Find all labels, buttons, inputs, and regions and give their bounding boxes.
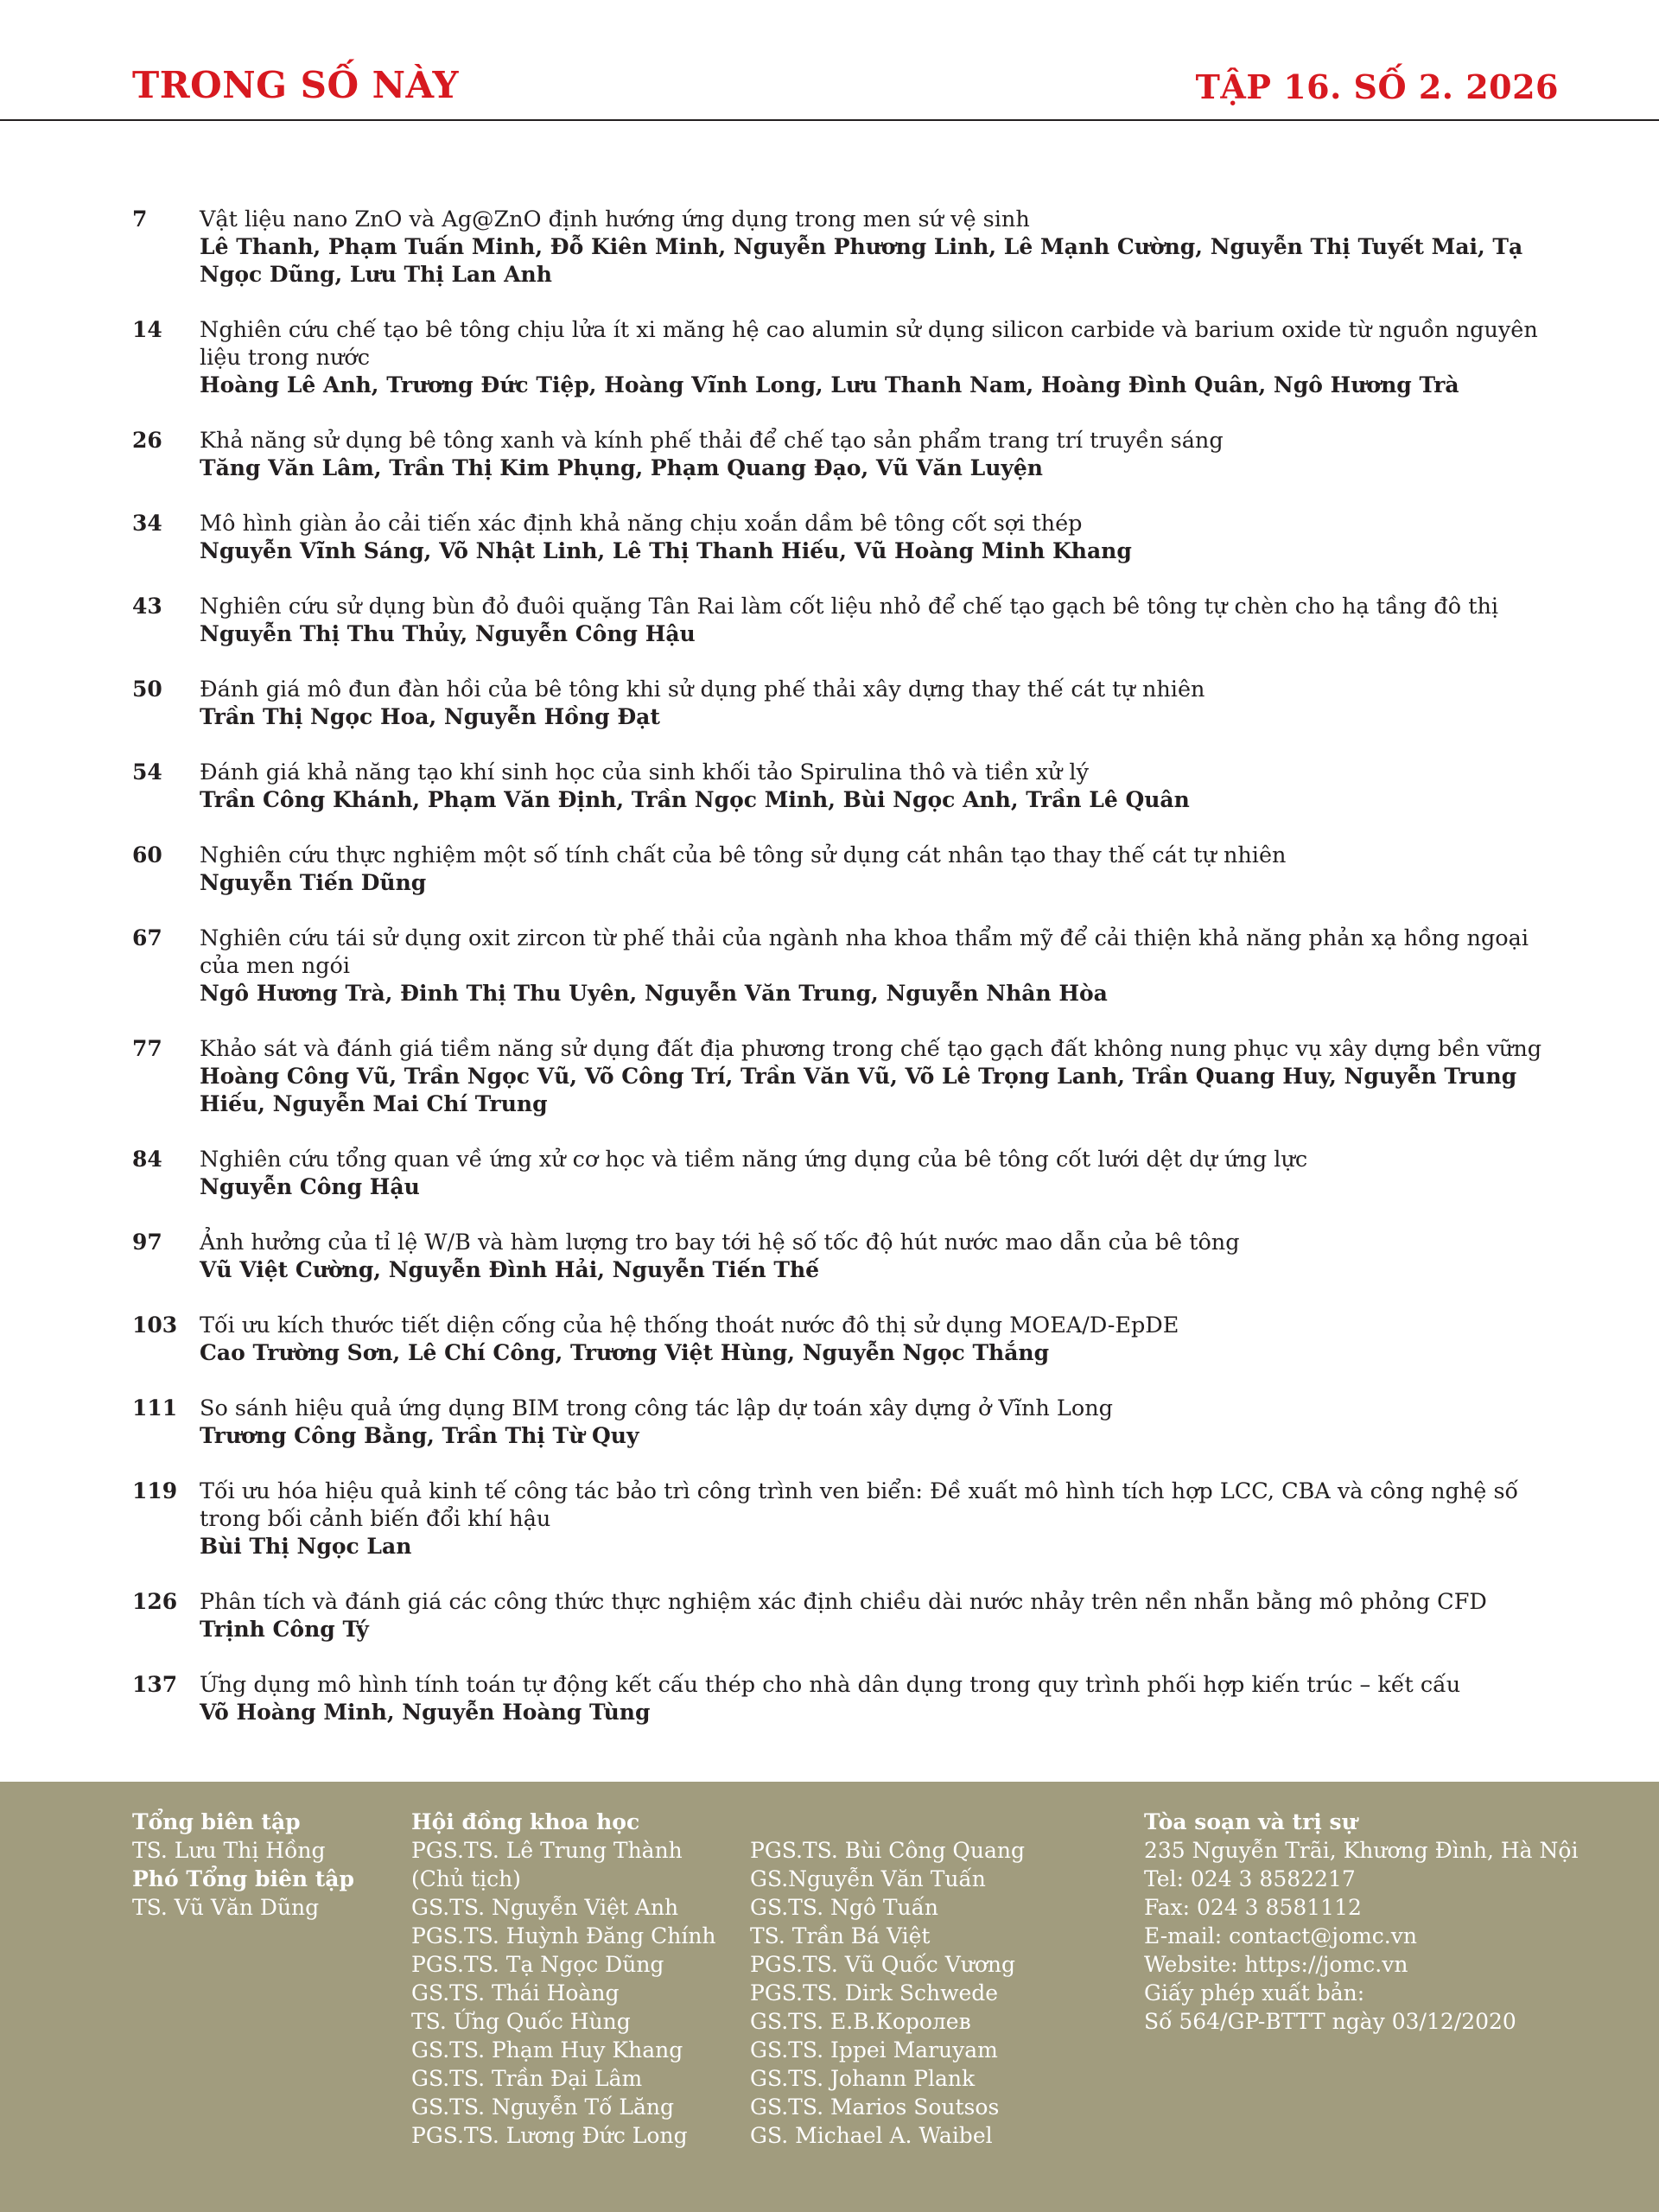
toc-entry[interactable] bbox=[132, 1478, 1560, 1560]
toc-article-authors: Võ Hoàng Minh, Nguyễn Hoàng Tùng bbox=[200, 1700, 651, 1725]
office-line: Website: https://jomc.vn bbox=[1144, 1952, 1408, 1977]
toc-page-number: 84 bbox=[132, 1147, 162, 1172]
council-column-1 bbox=[411, 1808, 716, 2150]
toc-article-authors: Hoàng Công Vũ, Trần Ngọc Vũ, Võ Công Trí, Trần Văn Vũ, Võ Lê Trọng Lanh, Trần Quang Huy, Nguyễn Trung Hiếu, Nguyễn Mai Chí Trung bbox=[200, 1064, 1517, 1116]
office-lines bbox=[1144, 1836, 1578, 2036]
council-list-1 bbox=[411, 1836, 716, 2150]
toc-entry[interactable] bbox=[132, 206, 1560, 289]
toc-article-title: Đánh giá mô đun đàn hồi của bê tông khi sử dụng phế thải xây dựng thay thế cát tự nhiên bbox=[200, 677, 1205, 702]
toc-article-title: Nghiên cứu sử dụng bùn đỏ đuôi quặng Tân Rai làm cốt liệu nhỏ để chế tạo gạch bê tông tự chèn cho hạ tầng đô thị bbox=[200, 594, 1499, 620]
deputy-editor-label: Phó Tổng biên tập bbox=[132, 1866, 354, 1891]
toc-entry[interactable] bbox=[132, 1395, 1560, 1450]
council-spacer bbox=[750, 1808, 1025, 1836]
toc-entry[interactable] bbox=[132, 510, 1560, 565]
toc-article-title: Khả năng sử dụng bê tông xanh và kính phế thải để chế tạo sản phẩm trang trí truyền sáng bbox=[200, 428, 1224, 454]
council-member: PGS.TS. Vũ Quốc Vương bbox=[750, 1952, 1016, 1977]
toc-article-authors: Hoàng Lê Anh, Trương Đức Tiệp, Hoàng Vĩnh Long, Lưu Thanh Nam, Hoàng Đình Quân, Ngô Hương Trà bbox=[200, 372, 1459, 397]
council-member: GS.TS. Johann Plank bbox=[750, 2066, 976, 2091]
toc-entry[interactable] bbox=[132, 1312, 1560, 1367]
council-member: GS.TS. Phạm Huy Khang bbox=[411, 2037, 683, 2063]
section-title: TRONG SỐ NÀY bbox=[132, 64, 460, 106]
toc-entry[interactable] bbox=[132, 842, 1560, 897]
toc-page-number: 67 bbox=[132, 925, 162, 950]
council-member: GS.TS. Ippei Maruyam bbox=[750, 2037, 998, 2063]
toc-article-authors: Tăng Văn Lâm, Trần Thị Kim Phụng, Phạm Quang Đạo, Vũ Văn Luyện bbox=[200, 455, 1043, 480]
masthead-footer bbox=[0, 1782, 1659, 2212]
office-line: Fax: 024 3 8581112 bbox=[1144, 1895, 1362, 1920]
toc-article-title: Vật liệu nano ZnO và Ag@ZnO định hướng ứng dụng trong men sứ vệ sinh bbox=[200, 207, 1030, 232]
council-member: GS.TS. Trần Đại Lâm bbox=[411, 2066, 643, 2091]
council-member: GS.TS. E.B.Королев bbox=[750, 2009, 971, 2034]
council-member: GS.Nguyễn Văn Tuấn bbox=[750, 1866, 986, 1891]
council-member: GS.TS. Nguyễn Việt Anh bbox=[411, 1895, 679, 1920]
council-member: GS.TS. Ngô Tuấn bbox=[750, 1895, 939, 1920]
toc-article-authors: Trương Công Bằng, Trần Thị Từ Quy bbox=[200, 1423, 639, 1448]
council-member: PGS.TS. Lê Trung Thành bbox=[411, 1838, 683, 1863]
toc-page-number: 34 bbox=[132, 511, 162, 536]
office-line: Giấy phép xuất bản: bbox=[1144, 1980, 1365, 2005]
council-member: PGS.TS. Huỳnh Đăng Chính bbox=[411, 1923, 716, 1948]
council-member: TS. Trần Bá Việt bbox=[750, 1923, 931, 1948]
toc-entry[interactable] bbox=[132, 1588, 1560, 1643]
office-line: 235 Nguyễn Trãi, Khương Đình, Hà Nội bbox=[1144, 1838, 1579, 1863]
issue-label: TẬP 16. SỐ 2. 2026 bbox=[1195, 67, 1559, 106]
council-member: GS. Michael A. Waibel bbox=[750, 2123, 993, 2148]
toc-article-title: Phân tích và đánh giá các công thức thực nghiệm xác định chiều dài nước nhảy trên nền nhẵn bằng mô phỏng CFD bbox=[200, 1589, 1487, 1615]
toc-entry[interactable] bbox=[132, 593, 1560, 648]
office-column bbox=[1144, 1808, 1578, 2036]
council-column-2 bbox=[750, 1808, 1025, 2150]
council-member: GS.TS. Nguyễn Tố Lăng bbox=[411, 2094, 675, 2120]
header-divider bbox=[0, 119, 1659, 121]
toc-page-number: 119 bbox=[132, 1478, 178, 1503]
toc-article-authors: Ngô Hương Trà, Đinh Thị Thu Uyên, Nguyễn Văn Trung, Nguyễn Nhân Hòa bbox=[200, 981, 1108, 1006]
toc-entry[interactable] bbox=[132, 316, 1560, 399]
toc-article-title: Ảnh hưởng của tỉ lệ W/B và hàm lượng tro bay tới hệ số tốc độ hút nước mao dẫn của bê tông bbox=[200, 1230, 1240, 1255]
toc-article-title: So sánh hiệu quả ứng dụng BIM trong công tác lập dự toán xây dựng ở Vĩnh Long bbox=[200, 1395, 1113, 1421]
council-list-2 bbox=[750, 1836, 1025, 2150]
chief-editor-name: TS. Lưu Thị Hồng bbox=[132, 1838, 326, 1863]
toc-page-number: 7 bbox=[132, 207, 148, 232]
toc-article-authors: Nguyễn Công Hậu bbox=[200, 1174, 420, 1199]
toc-article-authors: Nguyễn Vĩnh Sáng, Võ Nhật Linh, Lê Thị Thanh Hiếu, Vũ Hoàng Minh Khang bbox=[200, 538, 1132, 563]
toc-article-authors: Trần Công Khánh, Phạm Văn Định, Trần Ngọc Minh, Bùi Ngọc Anh, Trần Lê Quân bbox=[200, 787, 1190, 812]
toc-article-authors: Nguyễn Thị Thu Thủy, Nguyễn Công Hậu bbox=[200, 621, 696, 646]
toc-article-authors: Lê Thanh, Phạm Tuấn Minh, Đỗ Kiên Minh, Nguyễn Phương Linh, Lê Mạnh Cường, Nguyễn Thị Tuyết Mai, Tạ Ngọc Dũng, Lưu Thị Lan Anh bbox=[200, 234, 1523, 287]
council-member: PGS.TS. Tạ Ngọc Dũng bbox=[411, 1952, 664, 1977]
toc-article-authors: Trần Thị Ngọc Hoa, Nguyễn Hồng Đạt bbox=[200, 704, 660, 729]
page-header bbox=[0, 0, 1659, 121]
table-of-contents bbox=[132, 206, 1560, 1754]
toc-article-title: Khảo sát và đánh giá tiềm năng sử dụng đất địa phương trong chế tạo gạch đất không nung phục vụ xây dựng bền vững bbox=[200, 1036, 1542, 1062]
toc-article-title: Tối ưu kích thước tiết diện cống của hệ thống thoát nước đô thị sử dụng MOEA/D-EpDE bbox=[200, 1313, 1179, 1338]
toc-article-authors: Bùi Thị Ngọc Lan bbox=[200, 1534, 412, 1559]
toc-entry[interactable] bbox=[132, 1035, 1560, 1118]
toc-entry[interactable] bbox=[132, 427, 1560, 482]
toc-article-authors: Nguyễn Tiến Dũng bbox=[200, 870, 427, 895]
toc-entry[interactable] bbox=[132, 1146, 1560, 1201]
toc-article-authors: Trịnh Công Tý bbox=[200, 1617, 369, 1642]
chief-editor-label: Tổng biên tập bbox=[132, 1809, 301, 1834]
council-member: GS.TS. Thái Hoàng bbox=[411, 1980, 620, 2005]
toc-entry[interactable] bbox=[132, 676, 1560, 731]
deputy-editor-name: TS. Vũ Văn Dũng bbox=[132, 1895, 320, 1920]
toc-article-title: Nghiên cứu tổng quan về ứng xử cơ học và tiềm năng ứng dụng của bê tông cốt lưới dệt dự ứng lực bbox=[200, 1147, 1308, 1173]
toc-entry[interactable] bbox=[132, 1671, 1560, 1726]
toc-article-title: Ứng dụng mô hình tính toán tự động kết cấu thép cho nhà dân dụng trong quy trình phối hợp kiến trúc – kết cấu bbox=[200, 1672, 1461, 1698]
toc-page-number: 60 bbox=[132, 842, 162, 868]
council-member: GS.TS. Marios Soutsos bbox=[750, 2094, 1000, 2120]
toc-article-title: Đánh giá khả năng tạo khí sinh học của sinh khối tảo Spirulina thô và tiền xử lý bbox=[200, 760, 1089, 785]
toc-article-title: Mô hình giàn ảo cải tiến xác định khả năng chịu xoắn dầm bê tông cốt sợi thép bbox=[200, 511, 1083, 537]
council-label: Hội đồng khoa học bbox=[411, 1809, 640, 1834]
toc-page-number: 137 bbox=[132, 1672, 178, 1697]
toc-page-number: 103 bbox=[132, 1313, 178, 1338]
toc-page-number: 77 bbox=[132, 1036, 162, 1061]
office-line: Số 564/GP-BTTT ngày 03/12/2020 bbox=[1144, 2009, 1516, 2034]
toc-article-title: Nghiên cứu thực nghiệm một số tính chất của bê tông sử dụng cát nhân tạo thay thế cát tự nhiên bbox=[200, 842, 1287, 868]
office-line: E-mail: contact@jomc.vn bbox=[1144, 1923, 1417, 1948]
editor-column bbox=[132, 1808, 354, 1922]
toc-article-authors: Vũ Việt Cường, Nguyễn Đình Hải, Nguyễn Tiến Thế bbox=[200, 1257, 820, 1282]
office-line: Tel: 024 3 8582217 bbox=[1144, 1866, 1356, 1891]
toc-entry[interactable] bbox=[132, 925, 1560, 1007]
toc-page-number: 50 bbox=[132, 677, 162, 702]
council-member: PGS.TS. Bùi Công Quang bbox=[750, 1838, 1026, 1863]
council-member: TS. Ứng Quốc Hùng bbox=[411, 2009, 631, 2034]
toc-article-title: Nghiên cứu chế tạo bê tông chịu lửa ít xi măng hệ cao alumin sử dụng silicon carbide và barium oxide từ nguồn nguyên liệu trong nước bbox=[200, 317, 1538, 371]
toc-article-title: Nghiên cứu tái sử dụng oxit zircon từ phế thải của ngành nha khoa thẩm mỹ để cải thiện khả năng phản xạ hồng ngoại của men ngói bbox=[200, 925, 1529, 979]
toc-article-title: Tối ưu hóa hiệu quả kinh tế công tác bảo trì công trình ven biển: Đề xuất mô hình tích hợp LCC, CBA và công nghệ số trong bối cảnh biến đổi khí hậu bbox=[200, 1478, 1519, 1532]
toc-page-number: 54 bbox=[132, 760, 162, 785]
council-member: PGS.TS. Dirk Schwede bbox=[750, 1980, 999, 2005]
toc-entry[interactable] bbox=[132, 1229, 1560, 1284]
toc-page-number: 43 bbox=[132, 594, 162, 619]
toc-page-number: 14 bbox=[132, 317, 162, 342]
toc-entry[interactable] bbox=[132, 759, 1560, 814]
council-member: PGS.TS. Lương Đức Long bbox=[411, 2123, 688, 2148]
office-label: Tòa soạn và trị sự bbox=[1144, 1809, 1357, 1834]
council-member: (Chủ tịch) bbox=[411, 1866, 521, 1891]
toc-article-authors: Cao Trường Sơn, Lê Chí Công, Trương Việt Hùng, Nguyễn Ngọc Thắng bbox=[200, 1340, 1050, 1365]
toc-page-number: 111 bbox=[132, 1395, 178, 1421]
toc-page-number: 126 bbox=[132, 1589, 178, 1614]
toc-page-number: 26 bbox=[132, 428, 162, 453]
toc-page-number: 97 bbox=[132, 1230, 162, 1255]
